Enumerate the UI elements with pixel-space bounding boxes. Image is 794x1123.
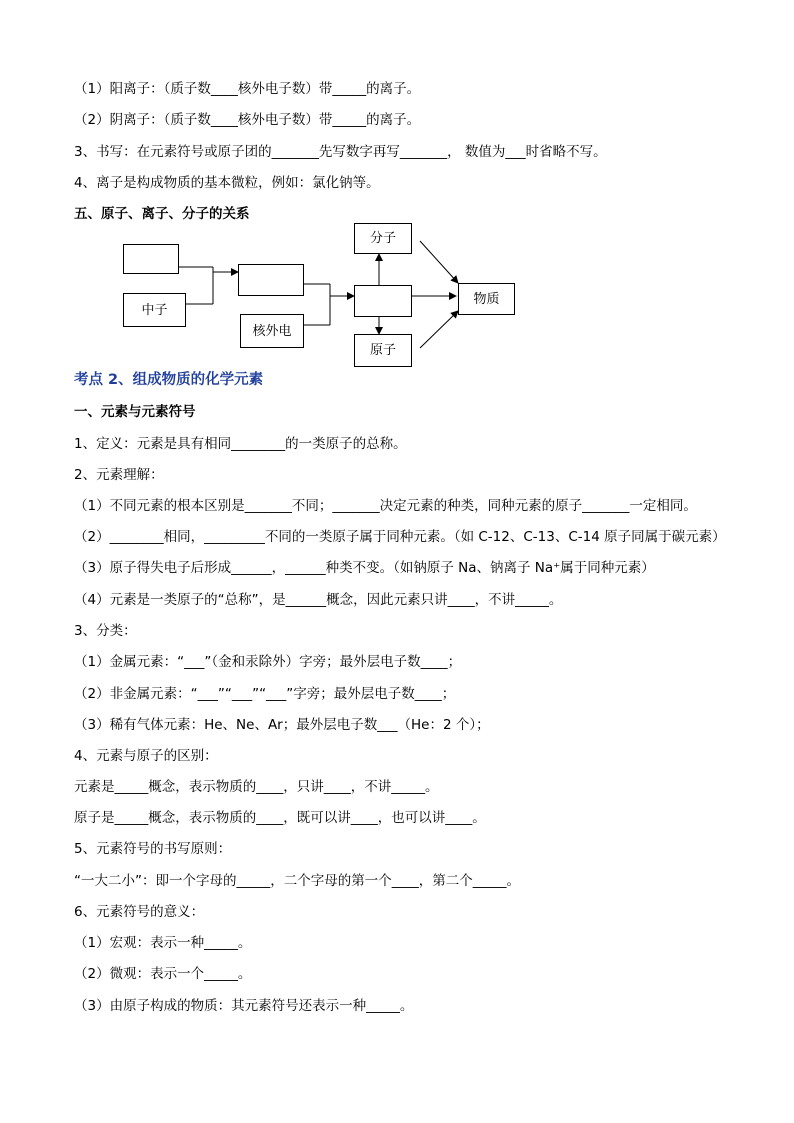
text-line: （3）原子得失电子后形成______，______种类不变。（如钠原子 Na、钠离子 Na⁺属于同种元素） (74, 560, 655, 576)
text-line: 3、书写：在元素符号或原子团的_______先写数字再写_______， 数值为___时省略不写。 (74, 144, 607, 160)
text-line: 原子是_____概念，表示物质的____，既可以讲____，也可以讲____。 (74, 810, 486, 826)
section-heading: 五、原子、离子、分子的关系 (74, 206, 250, 222)
text-line: 6、元素符号的意义： (74, 904, 205, 920)
text-line: （1）阳离子：（质子数____核外电子数）带_____的离子。 (74, 81, 421, 97)
text-line: （1）宏观：表示一种_____。 (74, 935, 252, 951)
text-line: （1）不同元素的根本区别是_______不同；_______决定元素的种类，同种元素的原子_______一定相同。 (74, 498, 697, 514)
diagram-box-blank (123, 244, 179, 274)
text-line: 3、分类： (74, 623, 137, 639)
text-line: 1、定义：元素是具有相同________的一类原子的总称。 (74, 436, 407, 452)
text-line: “一大二小”：即一个字母的_____，二个字母的第一个____，第二个_____。 (74, 873, 520, 889)
diagram-box-center (354, 285, 412, 317)
text-line: 元素是_____概念，表示物质的____，只讲____，不讲_____。 (74, 779, 439, 795)
text-line: 5、元素符号的书写原则： (74, 841, 232, 857)
text-line: （2）非金属元素：“___”“___”“___”字旁；最外层电子数____； (74, 686, 456, 702)
diagram-box-neutron: 中子 (123, 293, 186, 327)
text-line: （3）稀有气体元素：He、Ne、Ar；最外层电子数___（He：2 个）； (74, 717, 490, 733)
text-line: （1）金属元素：“___”（金和汞除外）字旁；最外层电子数____； (74, 654, 462, 670)
text-line: （2）________相同，_________不同的一类原子属于同种元素。（如 C-12、C-13、C-14 原子同属于碳元素） (74, 529, 726, 545)
section-title: 考点 2、组成物质的化学元素 (74, 372, 264, 388)
diagram-box-molecule: 分子 (354, 223, 412, 254)
text-line: （2）阴离子：（质子数____核外电子数）带_____的离子。 (74, 112, 421, 128)
text-line: （2）微观：表示一个_____。 (74, 966, 252, 982)
text-line: 4、离子是构成物质的基本微粒，例如：氯化钠等。 (74, 175, 380, 191)
diagram-box-electron: 核外电 (240, 314, 304, 348)
diagram-box-nucleus (238, 264, 304, 296)
text-line: （3）由原子构成的物质：其元素符号还表示一种_____。 (74, 998, 414, 1014)
diagram-box-atom: 原子 (354, 334, 412, 367)
text-line: 4、元素与原子的区别： (74, 748, 218, 764)
text-line: 2、元素理解： (74, 467, 164, 483)
text-line: （4）元素是一类原子的“总称”，是______概念，因此元素只讲____，不讲_____。 (74, 592, 563, 608)
section-heading: 一、元素与元素符号 (74, 404, 196, 420)
diagram-box-substance: 物质 (458, 283, 515, 315)
